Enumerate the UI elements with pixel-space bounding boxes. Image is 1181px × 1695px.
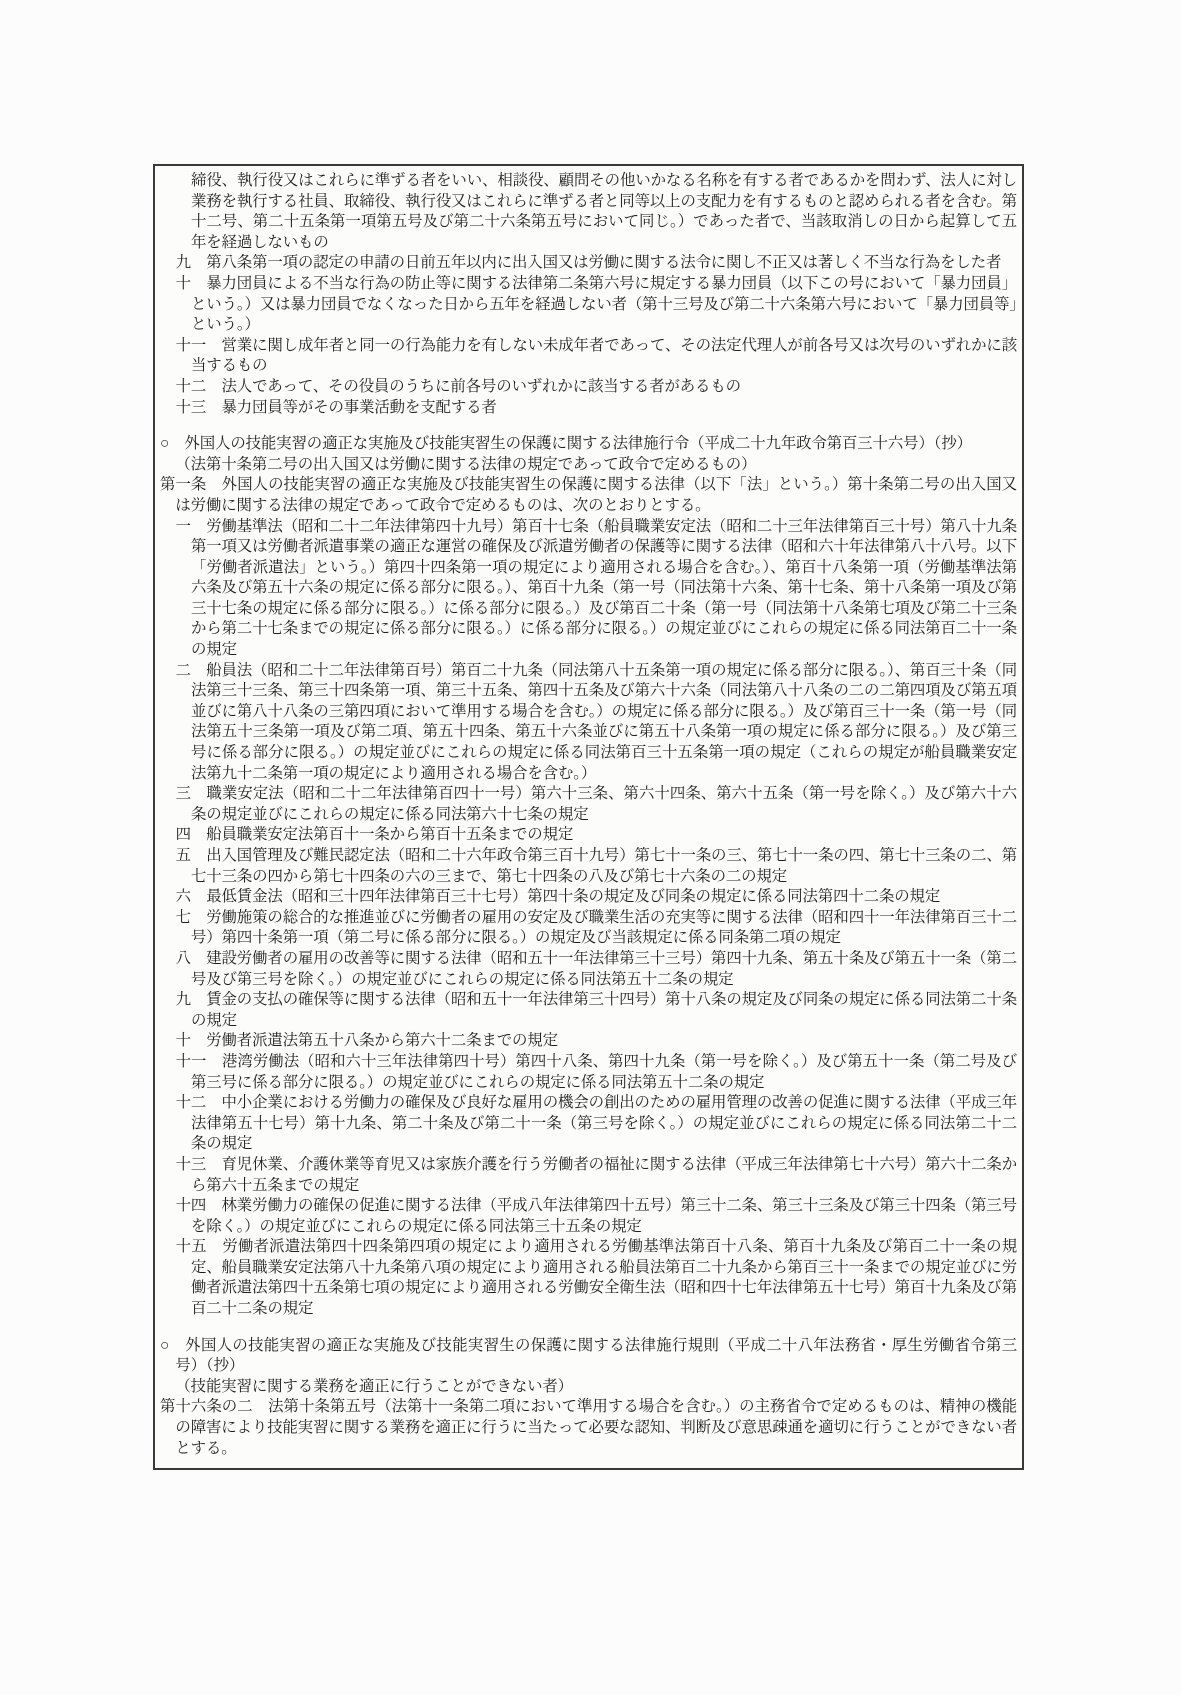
list-item-12: 十二 法人であって、その役員のうちに前各号のいずれかに該当する者があるもの (175, 377, 741, 395)
ordinance-item-14: 十四 林業労働力の確保の促進に関する法律（平成八年法律第四十五号）第三十二条、第三十三条及び第三十四条（第三号を除く。）の規定並びにこれらの規定に係る同法第三十五条の規定 (175, 1197, 1017, 1235)
ordinance-item-12: 十二 中小企業における労働力の確保及び良好な雇用の機会の創出のための雇用管理の改善の促進に関する法律（平成三年法律第五十七号）第十九条、第二十条及び第二十一条（第三号を除く。）の規定並びにこれらの規定に係る同法第二十二条の規定 (175, 1094, 1017, 1153)
ordinance-item-8: 八 建設労働者の雇用の改善等に関する法律（昭和五十一年法律第三十三号）第四十九条、第五十条及び第五十一条（第二号及び第三号を除く。）の規定並びにこれらの規定に係る同法第五十二条の規定 (175, 949, 1017, 988)
document-box (153, 164, 1024, 1470)
continuation-paragraph: 締役、執行役又はこれらに準ずる者をいい、相談役、顧問その他いかなる名称を有する者であるかを問わず、法人に対し業務を執行する社員、取締役、執行役又はこれらに準ずる者と同等以上の支配力を有するものと認められる者を含む。第十二号、第二十五条第一項第五号及び第二十六条第五号において同じ。）であった者で、当該取消しの日から起算して五年を経過しないもの (191, 172, 1017, 251)
ordinance-title: ○ 外国人の技能実習の適正な実施及び技能実習生の保護に関する法律施行令（平成二十九年政令第百三十六号）（抄） (160, 435, 972, 453)
section-gap (160, 1320, 1017, 1336)
ordinance-item-15: 十五 労働者派遣法第四十四条第四項の規定により適用される労働基準法第百十八条、第百十九条及び第百二十一条の規定、船員職業安定法第八十九条第八項の規定により適用される船員法第百二十九条から第百三十一条までの規定並びに労働者派遣法第四十五条第七項の規定により適用される労働安全衛生法（昭和四十七年法律第五十七号）第百十九条及び第百二十二条の規定 (175, 1238, 1017, 1318)
ordinance-item-1: 一 労働基準法（昭和二十二年法律第四十九号）第百十七条（船員職業安定法（昭和二十三年法律第百三十号）第八十九条第一項又は労働者派遣事業の適正な運営の確保及び派遣労働者の保護等に関する法律（昭和六十年法律第八十八号。以下「労働者派遣法」という。）第四十四条第一項の規定により適用される場合を含む。）、第百十八条第一項（労働基準法第六条及び第五十六条の規定に係る部分に限る。）、第百十九条（第一号（同法第十六条、第十七条、第十八条第一項及び第三十七条の規定に係る部分に限る。）に係る部分に限る。）及び第百二十条（第一号（同法第十八条第七項及び第二十三条から第二十七条までの規定に係る部分に限る。）に係る部分に限る。）の規定並びにこれらの規定に係る同法第百二十一条の規定 (175, 517, 1017, 659)
ordinance-item-9: 九 賃金の支払の確保等に関する法律（昭和五十一年法律第三十四号）第十八条の規定及び同条の規定に係る同法第二十条の規定 (175, 991, 1017, 1029)
ordinance-item-2: 二 船員法（昭和二十二年法律第百号）第百二十九条（同法第八十五条第一項の規定に係る部分に限る。）、第百三十条（同法第三十三条、第三十四条第一項、第三十五条、第四十五条及び第六十六条（同法第八十八条の二の二第四項及び第五項並びに第八十八条の三第四項において準用する場合を含む。）の規定に係る部分に限る。）及び第百三十一条（第一号（同法第五十三条第一項及び第二項、第五十四条、第五十六条並びに第五十八条第一項の規定に係る部分に限る。）及び第三号に係る部分に限る。）の規定並びにこれらの規定に係る同法第百三十五条第一項の規定（これらの規定が船員職業安定法第九十二条第一項の規定により適用される場合を含む。） (175, 661, 1017, 782)
article-1: 第一条 外国人の技能実習の適正な実施及び技能実習生の保護に関する法律（以下「法」という。）第十条第二号の出入国又は労働に関する法律の規定であって政令で定めるものは、次のとおりとする。 (160, 476, 1017, 514)
list-item-9: 九 第八条第一項の認定の申請の日前五年以内に出入国又は労働に関する法令に関し不正又は著しく不当な行為をした者 (175, 254, 1002, 272)
list-item-10: 十 暴力団員による不当な行為の防止等に関する法律第二条第六号に規定する暴力団員（以下この号において「暴力団員」という。）又は暴力団員でなくなった日から五年を経過しない者（第十三号及び第二十六条第六号において「暴力団員等」という。） (175, 274, 1017, 334)
ordinance-item-4: 四 船員職業安定法第百十一条から第百十五条までの規定 (175, 826, 574, 844)
list-item-11: 十一 営業に関し成年者と同一の行為能力を有しない未成年者であって、その法定代理人が前各号又は次号のいずれかに該当するもの (175, 336, 1017, 375)
regulation-title: ○ 外国人の技能実習の適正な実施及び技能実習生の保護に関する法律施行規則（平成二十八年法務省・厚生労働省令第三号）（抄） (160, 1336, 1017, 1375)
regulation-subtitle: （技能実習に関する業務を適正に行うことができない者） (175, 1377, 573, 1395)
ordinance-subtitle: （法第十条第二号の出入国又は労働に関する法律の規定であって政令で定めるもの） (175, 455, 757, 473)
article-16-2: 第十六条の二 法第十条第五号（法第十一条第二項において準用する場合を含む。）の主務省令で定めるものは、精神の機能の障害により技能実習に関する業務を適正に行うに当たって必要な認知、判断及び意思疎通を適切に行うことができない者とする。 (160, 1398, 1017, 1457)
ordinance-item-13: 十三 育児休業、介護休業等育児又は家族介護を行う労働者の福祉に関する法律（平成三年法律第七十六号）第六十二条から第六十五条までの規定 (175, 1155, 1017, 1194)
list-item-13: 十三 暴力団員等がその事業活動を支配する者 (175, 398, 497, 416)
ordinance-item-11: 十一 港湾労働法（昭和六十三年法律第四十号）第四十八条、第四十九条（第一号を除く。）及び第五十一条（第二号及び第三号に係る部分に限る。）の規定並びにこれらの規定に係る同法第五十二条の規定 (175, 1052, 1017, 1091)
ordinance-item-3: 三 職業安定法（昭和二十二年法律第百四十一号）第六十三条、第六十四条、第六十五条（第一号を除く。）及び第六十六条の規定並びにこれらの規定に係る同法第六十七条の規定 (175, 785, 1017, 823)
ordinance-item-10: 十 労働者派遣法第五十八条から第六十二条までの規定 (175, 1032, 558, 1050)
section-gap (160, 418, 1017, 434)
ordinance-item-6: 六 最低賃金法（昭和三十四年法律第百三十七号）第四十条の規定及び同条の規定に係る同法第四十二条の規定 (175, 888, 941, 906)
ordinance-item-5: 五 出入国管理及び難民認定法（昭和二十六年政令第三百十九号）第七十一条の三、第七十一条の四、第七十三条の二、第七十三条の四から第七十四条の六の三まで、第七十四条の八及び第七十六条の二の規定 (175, 847, 1017, 885)
ordinance-item-7: 七 労働施策の総合的な推進並びに労働者の雇用の安定及び職業生活の充実等に関する法律（昭和四十一年法律第百三十二号）第四十条第一項（第二号に係る部分に限る。）の規定及び当該規定に係る同条第二項の規定 (175, 908, 1017, 947)
